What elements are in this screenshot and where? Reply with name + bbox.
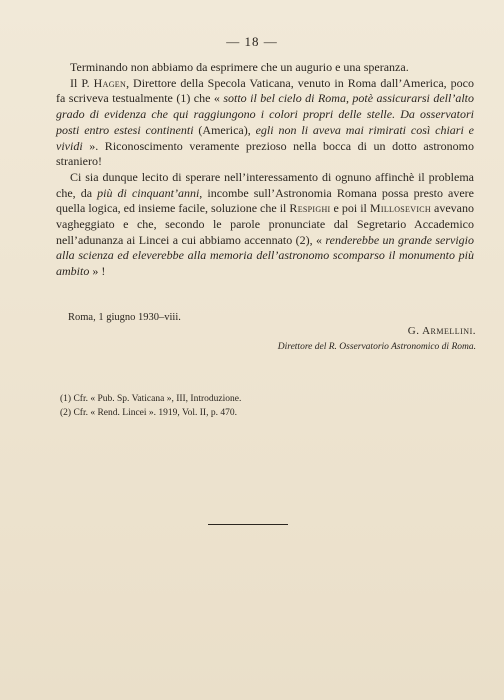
p3-text-5: » !	[89, 264, 106, 279]
footnote-1: (1) Cfr. « Pub. Sp. Vaticana », III, Introduzione.	[60, 394, 242, 404]
paragraph-3	[56, 170, 474, 280]
signer-name: G. Armellini.	[407, 325, 476, 337]
signer-role: Direttore del R. Osservatorio Astronomico di Roma.	[277, 342, 476, 352]
p3-emphasis: più di cinquant’anni	[97, 185, 200, 200]
signature-block	[200, 325, 476, 352]
paragraph-2	[56, 76, 474, 170]
paragraph-1	[56, 60, 474, 76]
p2-text-2: , Direttore della Specola Vaticana, venuto in Roma dall’America, poco fa scriveva testualmente (1) che «	[56, 75, 474, 106]
paragraph-1-text: Terminando non abbiamo da esprimere che un augurio e una speranza.	[70, 60, 409, 74]
person-name-respighi: Respighi	[289, 201, 331, 216]
p3-text-1: Ci sia dunque lecito di sperare nell’interessamento di ognuno affinchè il problema che, da	[56, 169, 474, 200]
p2-quote-2: egli non li aveva mai rimirati così chiari e vividi	[56, 122, 474, 153]
p3-text-2: , incombe sull’Astronomia Romana possa presto avere quella logica, ed insieme facile, soluzione che il	[56, 185, 474, 216]
p2-text-1: Il P.	[70, 75, 94, 90]
footnote-2: (2) Cfr. « Rend. Lincei ». 1919, Vol. II, p. 470.	[60, 408, 237, 418]
closing-rule	[208, 524, 288, 525]
page-number: — 18 —	[226, 34, 278, 49]
body-text	[56, 60, 474, 280]
person-name-millosevich: Millosevich	[369, 201, 431, 216]
footnotes	[60, 392, 241, 420]
p2-text-4: ». Riconoscimento veramente prezioso nella bocca di un dotto astronomo straniero!	[56, 138, 474, 169]
p2-quote-1: sotto il bel cielo di Roma, potè assicurarsi dell’alto grado di evidenza che qui raggiungono i colori propri delle stelle. Da osservatori posti entro estesi continenti	[56, 91, 474, 137]
p3-text-4: avevano vagheggiato e che, secondo le parole pronunciate dal Segretario Accademico nell’adunanza ai Lincei a cui abbiamo accennato (2), «	[56, 201, 475, 247]
person-name-hagen: Hagen	[93, 75, 127, 90]
p2-text-3: (America),	[193, 122, 256, 137]
place-date: Roma, 1 giugno 1930–viii.	[68, 312, 181, 323]
p3-quote: renderebbe un grande servigio alla scienza ed eleverebbe alla memoria dell’astronomo scomparso il monumento più ambito	[56, 232, 474, 279]
p3-text-3: e poi il	[330, 201, 370, 216]
